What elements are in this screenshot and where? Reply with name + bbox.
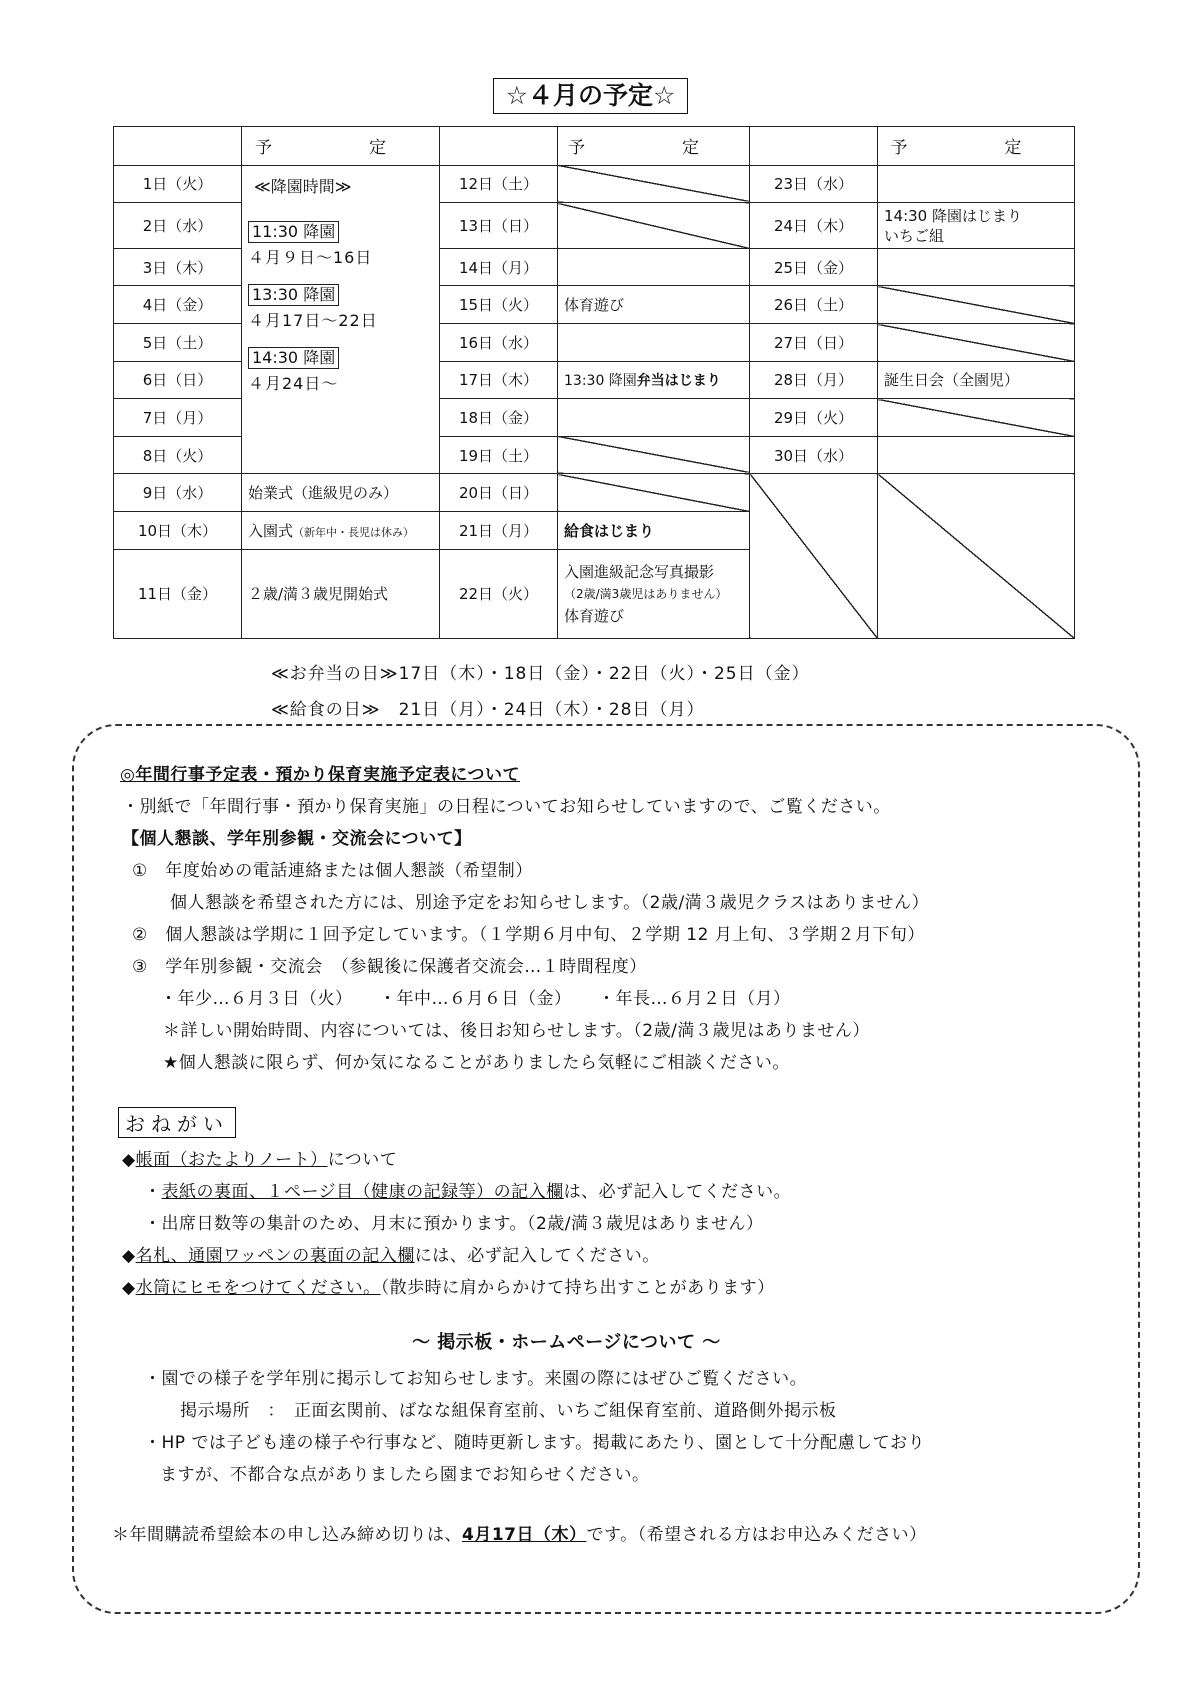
header-yotei: 予 定 xyxy=(242,127,440,166)
event-cell xyxy=(878,436,1075,474)
day-cell: 5日（土） xyxy=(114,324,242,362)
leave-time-label: 11:30 降園 xyxy=(248,221,339,243)
nametag-label: 名札、通園ワッペンの裏面の記入欄 xyxy=(135,1246,415,1266)
event-text: （2歳/満3歳児はありません） xyxy=(564,586,728,601)
day-cell: 25日（金） xyxy=(750,248,878,286)
interview-item-3: ③ 学年別参観・交流会 （参観後に保護者交流会…１時間程度） xyxy=(132,957,647,977)
day-cell: 9日（水） xyxy=(114,474,242,512)
event-note: （新年中・長児は休み） xyxy=(293,525,415,539)
header-empty xyxy=(750,127,878,166)
leave-time-label: 14:30 降園 xyxy=(248,347,339,369)
board-heading: ～ 掲示板・ホームページについて ～ xyxy=(412,1332,721,1353)
request-cover xyxy=(144,1177,791,1202)
hp-text-1: ・HP では子ども達の様子や行事など、随時更新します。掲載にあたり、園として十分配慮しており xyxy=(144,1433,926,1453)
event-cell xyxy=(242,511,440,549)
holiday-cell xyxy=(878,324,1075,362)
day-cell: 6日（日） xyxy=(114,361,242,399)
details-note: ＊詳しい開始時間、内容については、後日お知らせします。（2歳/満３歳児はありません） xyxy=(163,1021,870,1041)
nametag-suffix: には、必ず記入してください。 xyxy=(414,1246,660,1266)
event-cell xyxy=(558,399,750,437)
event-cell: 体育遊び xyxy=(558,286,750,324)
event-cell: 始業式（進級児のみ） xyxy=(242,474,440,512)
day-cell: 13日（日） xyxy=(440,203,558,249)
day-cell: 30日（水） xyxy=(750,436,878,474)
deadline-suffix: です。（希望される方はお申込みください） xyxy=(586,1525,927,1545)
request-nametag xyxy=(122,1241,660,1266)
interview-heading: 【個人懇談、学年別参観・交流会について】 xyxy=(122,829,472,849)
bottle-suffix: （散歩時に肩からかけて持ち出すことがあります） xyxy=(380,1278,775,1298)
diamond-bullet: ◆ xyxy=(122,1246,136,1266)
header-yotei: 予 定 xyxy=(878,127,1075,166)
notebook-label: 帳面（おたよりノート） xyxy=(135,1150,328,1170)
bento-days: ≪お弁当の日≫17日（木）・18日（金）・22日（火）・25日（金） xyxy=(271,664,810,684)
day-cell: 4日（金） xyxy=(114,286,242,324)
header-empty xyxy=(114,127,242,166)
bullet: ・ xyxy=(144,1182,162,1202)
diamond-bullet: ◆ xyxy=(122,1150,136,1170)
deadline-text: ＊年間購読希望絵本の申し込み締め切りは、 xyxy=(112,1525,462,1545)
leave-time-label: 13:30 降園 xyxy=(248,284,339,306)
day-cell: 23日（水） xyxy=(750,165,878,203)
day-cell: 14日（月） xyxy=(440,248,558,286)
day-cell: 11日（金） xyxy=(114,549,242,639)
day-cell: 27日（日） xyxy=(750,324,878,362)
annual-schedule-heading: ◎年間行事予定表・預かり保育実施予定表について xyxy=(120,765,520,785)
april-schedule-table xyxy=(113,126,1075,639)
leave-time-dates: ４月24日～ xyxy=(248,373,339,393)
leave-time-dates: ４月９日～16日 xyxy=(248,247,373,267)
event-cell: 誕生日会（全園児） xyxy=(878,361,1075,399)
holiday-cell xyxy=(558,165,750,203)
event-text: 体育遊び xyxy=(564,606,625,625)
request-notebook xyxy=(122,1145,397,1170)
event-text: 弁当はじまり xyxy=(636,372,721,389)
onegai-label: おねがい xyxy=(118,1107,236,1138)
day-cell: 22日（火） xyxy=(440,549,558,639)
picture-book-deadline xyxy=(112,1520,927,1545)
page-title: ☆４月の予定☆ xyxy=(493,78,688,114)
day-cell: 10日（木） xyxy=(114,511,242,549)
day-cell: 7日（月） xyxy=(114,399,242,437)
day-cell: 19日（土） xyxy=(440,436,558,474)
event-cell xyxy=(558,324,750,362)
day-cell: 8日（火） xyxy=(114,436,242,474)
event-cell xyxy=(878,248,1075,286)
cover-label: 表紙の裏面、１ページ目（健康の記録等）の記入欄 xyxy=(161,1182,564,1202)
day-cell: 24日（木） xyxy=(750,203,878,249)
empty-cell xyxy=(750,474,878,639)
request-bottle xyxy=(122,1273,775,1298)
event-cell xyxy=(878,165,1075,203)
day-cell: 17日（木） xyxy=(440,361,558,399)
leave-time-heading: ≪降園時間≫ xyxy=(254,176,352,196)
request-attendance: ・出席日数等の集計のため、月末に預かります。（2歳/満３歳児はありません） xyxy=(144,1214,764,1234)
empty-cell xyxy=(878,474,1075,639)
day-cell: 20日（日） xyxy=(440,474,558,512)
event-cell xyxy=(558,248,750,286)
annual-schedule-text: ・別紙で「年間行事・預かり保育実施」の日程についてお知らせしていますので、ご覧ください。 xyxy=(122,797,891,817)
day-cell: 15日（火） xyxy=(440,286,558,324)
grade-dates: ・年少…６月３日（火） ・年中…６月６日（金） ・年長…６月２日（月） xyxy=(160,989,791,1009)
kyushoku-days: ≪給食の日≫ 21日（月）・24日（木）・28日（月） xyxy=(271,700,705,720)
event-cell: ２歳/満３歳児開始式 xyxy=(242,549,440,639)
event-text: 14:30 降園はじまり xyxy=(884,206,1022,225)
day-cell: 1日（火） xyxy=(114,165,242,203)
day-cell: 2日（水） xyxy=(114,203,242,249)
holiday-cell xyxy=(558,436,750,474)
hp-text-2: ますが、不都合な点がありましたら園までお知らせください。 xyxy=(160,1465,650,1485)
leave-time-dates: ４月17日～22日 xyxy=(248,310,378,330)
day-cell: 29日（火） xyxy=(750,399,878,437)
diamond-bullet: ◆ xyxy=(122,1278,136,1298)
interview-item-2: ② 個人懇談は学期に１回予定しています。（１学期６月中旬、２学期 12 月上旬、３学期２月下旬） xyxy=(132,925,925,945)
board-text-1: ・園での様子を学年別に掲示してお知らせします。来園の際にはぜひご覧ください。 xyxy=(144,1369,808,1389)
interview-item-1-detail: 個人懇談を希望された方には、別途予定をお知らせします。（2歳/満３歳児クラスはありません） xyxy=(170,893,930,913)
header-empty xyxy=(440,127,558,166)
holiday-cell xyxy=(558,203,750,249)
day-cell: 28日（月） xyxy=(750,361,878,399)
day-cell: 26日（土） xyxy=(750,286,878,324)
bottle-label: 水筒にヒモをつけてください。 xyxy=(135,1278,381,1298)
holiday-cell xyxy=(878,286,1075,324)
leave-time-block xyxy=(242,165,440,474)
notebook-suffix: について xyxy=(327,1150,398,1170)
day-cell: 18日（金） xyxy=(440,399,558,437)
event-cell: 給食はじまり xyxy=(558,511,750,549)
deadline-date: 4月17日（木） xyxy=(462,1525,587,1545)
day-cell: 21日（月） xyxy=(440,511,558,549)
event-text: 入園式 xyxy=(248,521,294,540)
day-cell: 3日（木） xyxy=(114,248,242,286)
cover-suffix: は、必ず記入してください。 xyxy=(563,1182,792,1202)
header-yotei: 予 定 xyxy=(558,127,750,166)
event-text: 13:30 降園 xyxy=(564,372,637,389)
board-places: 掲示場所 ： 正面玄関前、ばなな組保育室前、いちご組保育室前、道路側外掲示板 xyxy=(180,1401,837,1421)
event-text: いちご組 xyxy=(884,226,945,245)
event-cell xyxy=(558,549,750,639)
holiday-cell xyxy=(558,474,750,512)
interview-item-1: ① 年度始めの電話連絡または個人懇談（希望制） xyxy=(132,861,533,881)
day-cell: 12日（土） xyxy=(440,165,558,203)
event-cell xyxy=(878,203,1075,249)
event-cell xyxy=(558,361,750,399)
day-cell: 16日（水） xyxy=(440,324,558,362)
event-text: 入園進級記念写真撮影 xyxy=(564,562,715,581)
holiday-cell xyxy=(878,399,1075,437)
consult-note: ★個人懇談に限らず、何か気になることがありましたら気軽にご相談ください。 xyxy=(163,1053,790,1073)
